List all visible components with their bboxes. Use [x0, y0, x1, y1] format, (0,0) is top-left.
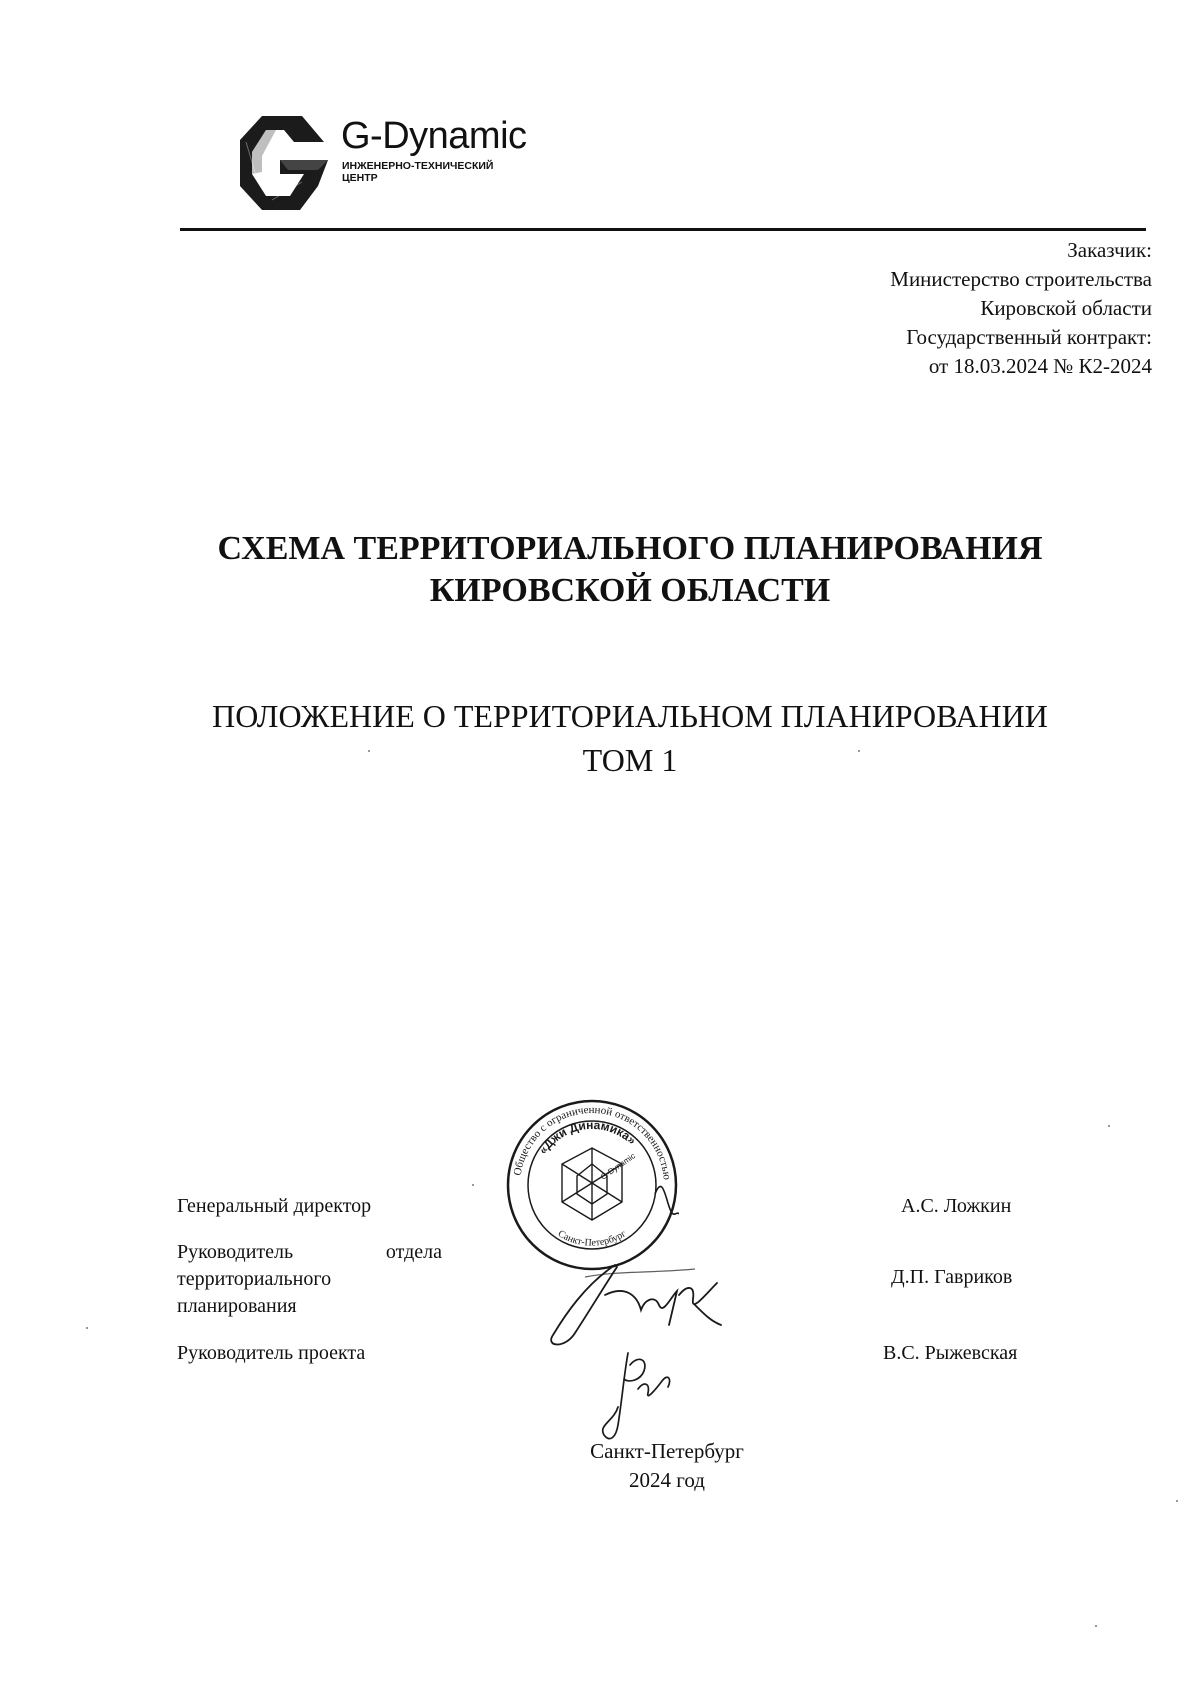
role-word-2: отдела	[385, 1241, 442, 1263]
scan-speck	[858, 750, 860, 752]
footer-block	[0, 1437, 1200, 1495]
seal-outer-text: Общество с ограниченной ответственностью	[511, 1103, 673, 1181]
logo-name: G-Dynamic	[341, 115, 527, 157]
signatory-name-project-lead: В.С. Рыжевская	[883, 1342, 1018, 1364]
seal-inner-text: «Джи Динамика»	[535, 1117, 639, 1157]
title-line-2: КИРОВСКОЙ ОБЛАСТИ	[429, 572, 831, 609]
scan-speck	[368, 750, 370, 752]
footer-year: 2024 год	[629, 1468, 705, 1492]
footer-city: Санкт-Петербург	[590, 1439, 744, 1463]
customer-label: Заказчик:	[1067, 238, 1152, 262]
scan-speck	[1095, 1625, 1097, 1627]
signatory-role-department-head	[177, 1239, 442, 1320]
signatory-name-director: А.С. Ложкин	[901, 1195, 1012, 1217]
signatory-role-director: Генеральный директор	[177, 1195, 372, 1217]
customer-org-line-1: Министерство строительства	[890, 267, 1152, 291]
logo-subtitle-line-1: ИНЖЕНЕРНО-ТЕХНИЧЕСКИЙ	[342, 160, 494, 172]
seal-logo-text: G-Dynamic	[598, 1151, 637, 1182]
scan-speck	[472, 1184, 474, 1186]
role-word-1: Руководитель	[177, 1241, 294, 1263]
subtitle-line-2: ТОМ 1	[582, 742, 678, 778]
company-seal-icon	[505, 1098, 679, 1272]
logo-subtitle	[342, 160, 493, 184]
signature-gavrikov-icon	[545, 1255, 725, 1350]
contract-value: от 18.03.2024 № К2-2024	[928, 354, 1152, 378]
header-rule	[180, 228, 1146, 231]
scan-speck	[1108, 1125, 1110, 1127]
document-subtitle	[0, 694, 1200, 782]
role-word-3: территориального	[177, 1268, 332, 1290]
customer-org-line-2: Кировской области	[980, 296, 1152, 320]
contract-label: Государственный контракт:	[906, 325, 1152, 349]
role-word-4: планирования	[177, 1295, 297, 1317]
signatory-role-project-lead: Руководитель проекта	[177, 1342, 366, 1364]
title-line-1: СХЕМА ТЕРРИТОРИАЛЬНОГО ПЛАНИРОВАНИЯ	[217, 530, 1043, 567]
customer-block	[692, 236, 1152, 381]
document-title	[0, 528, 1200, 612]
signature-ryzhevskaya-icon	[588, 1345, 678, 1445]
signatory-name-department-head: Д.П. Гавриков	[891, 1266, 1013, 1288]
scan-speck	[1176, 1500, 1178, 1502]
logo-subtitle-line-2: ЦЕНТР	[342, 172, 378, 184]
g-dynamic-logo-icon	[232, 112, 332, 212]
subtitle-line-1: ПОЛОЖЕНИЕ О ТЕРРИТОРИАЛЬНОМ ПЛАНИРОВАНИИ	[212, 698, 1048, 734]
scan-speck	[86, 1327, 88, 1329]
seal-city-text: Санкт-Петербург	[555, 1228, 629, 1249]
